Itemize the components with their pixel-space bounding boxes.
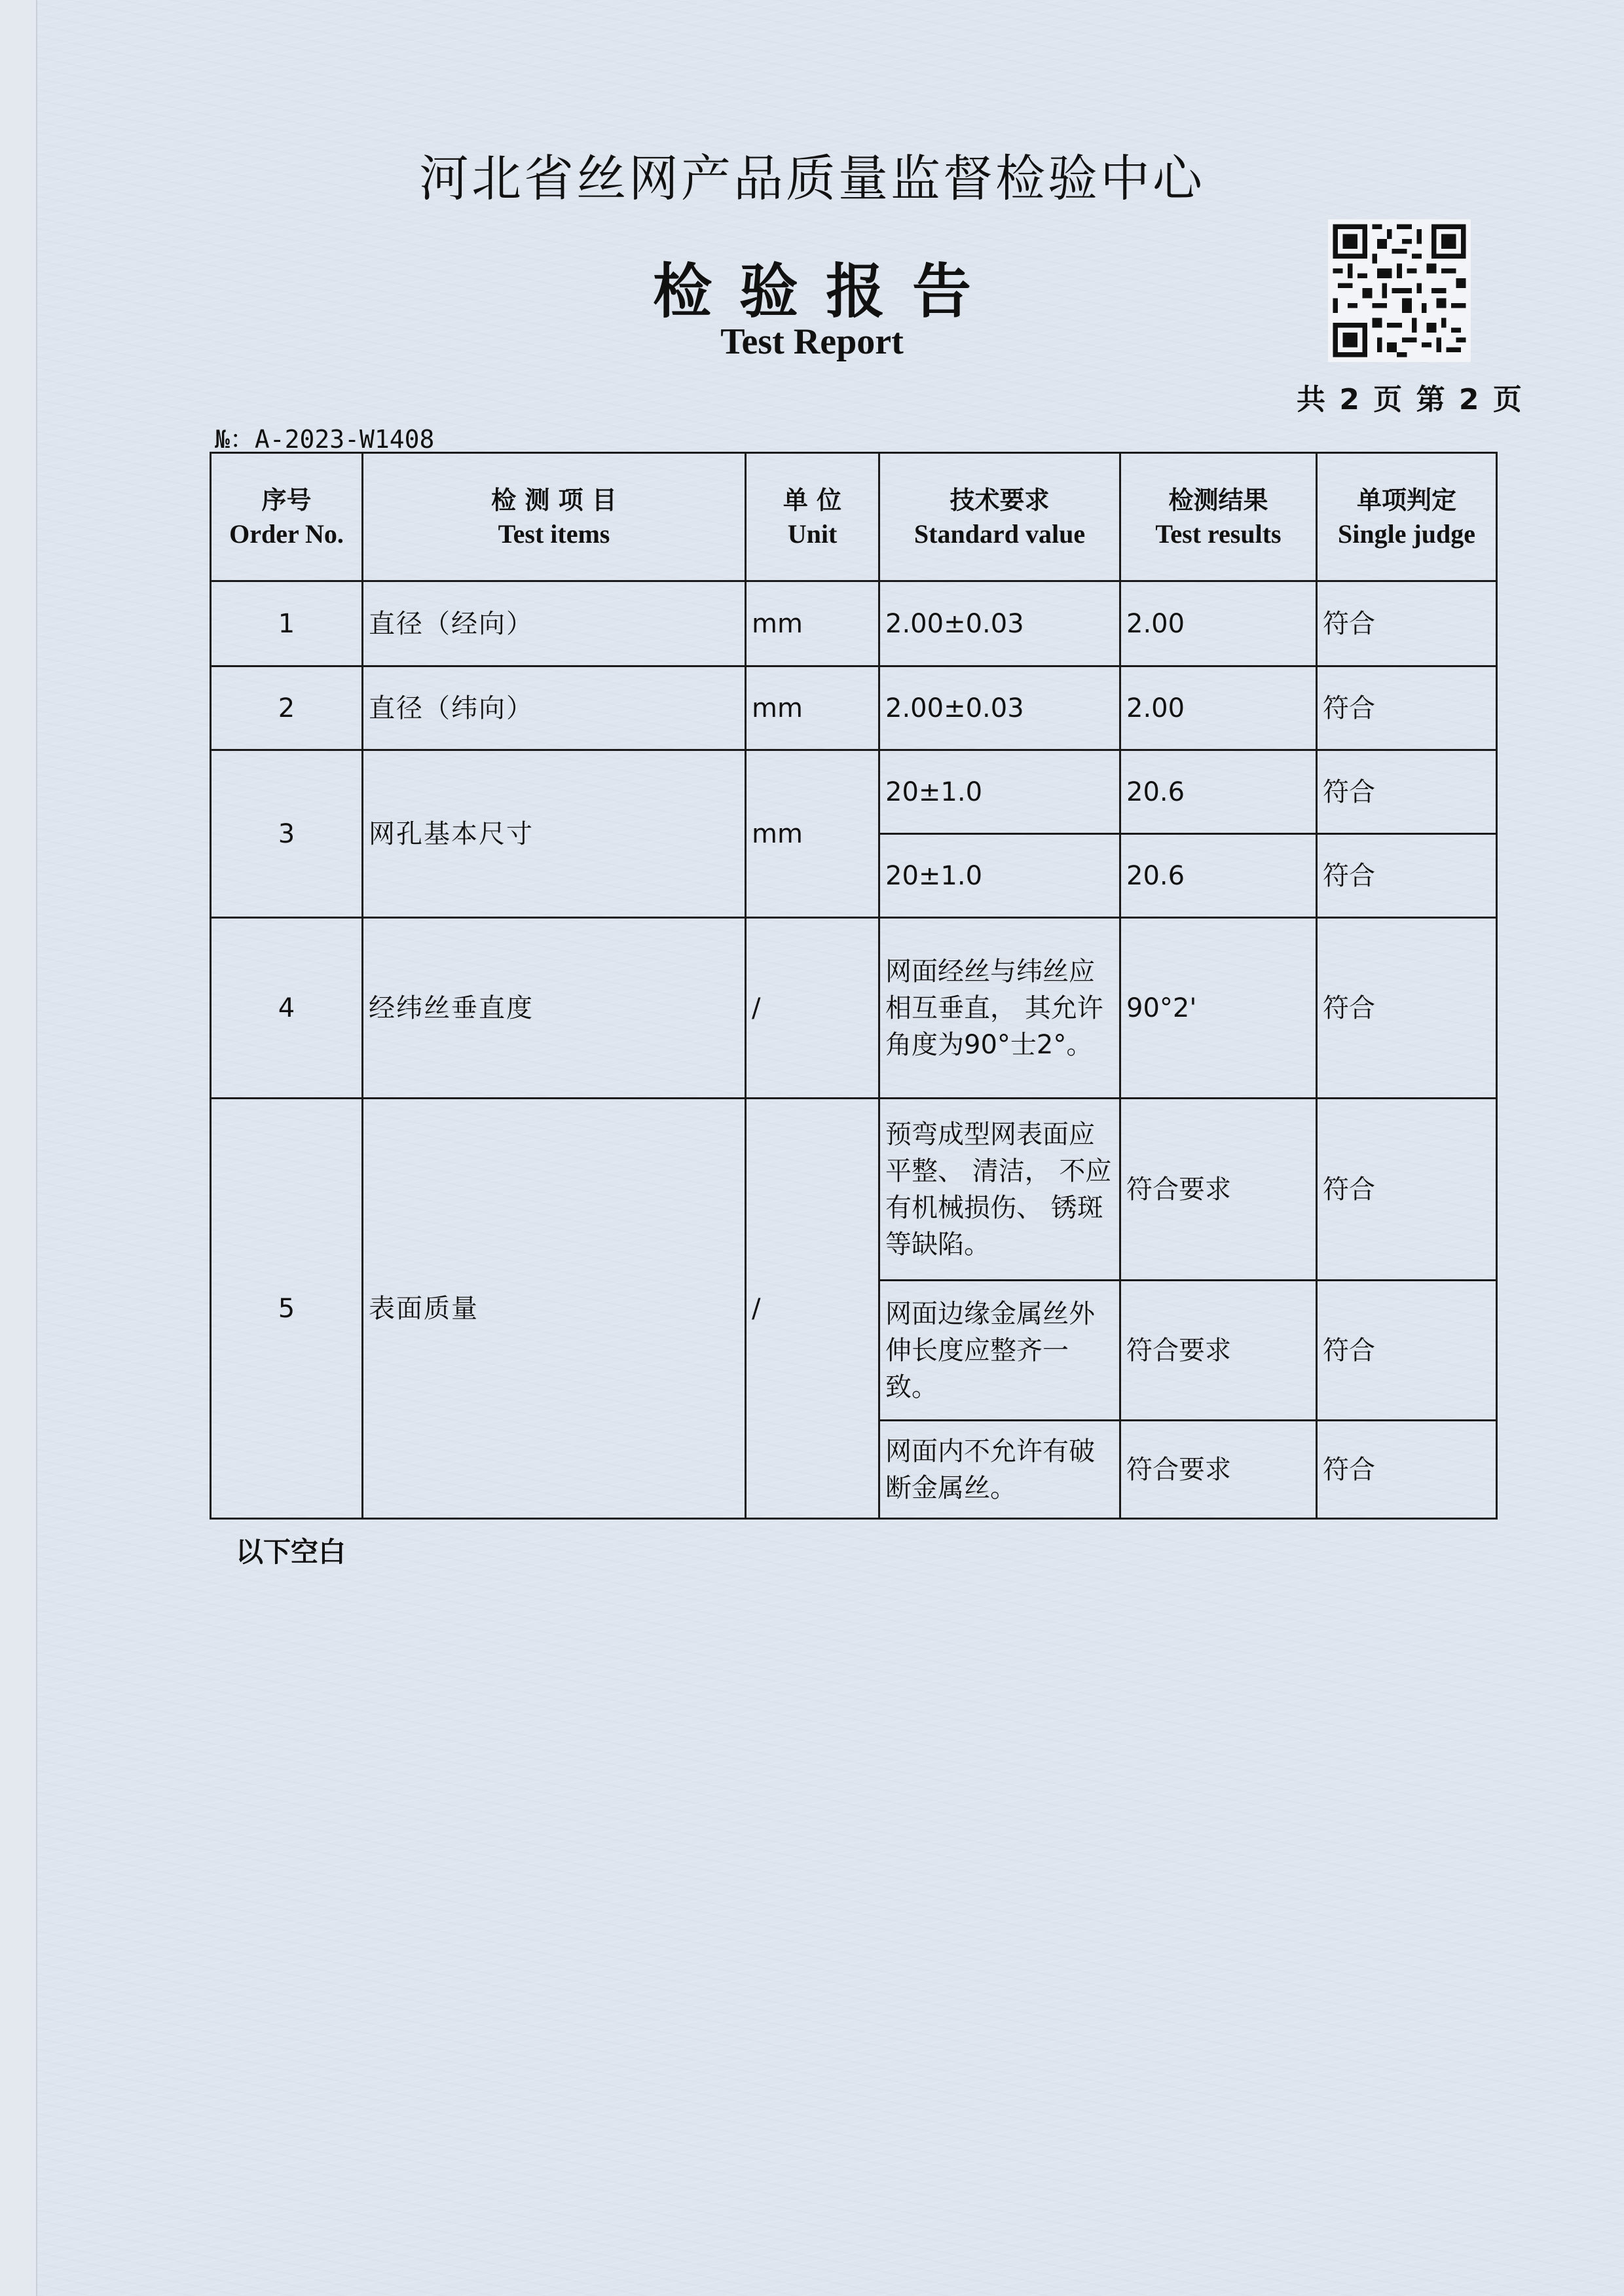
table-row	[211, 581, 1497, 666]
test-results-table	[210, 452, 1498, 1520]
header-single-judge: 单项判定 Single judge	[1317, 453, 1497, 581]
result-cell: 符合要求	[1120, 1099, 1317, 1281]
result-cell: 90°2'	[1120, 918, 1317, 1099]
unit-cell: /	[746, 1099, 879, 1519]
result-cell: 符合要求	[1120, 1281, 1317, 1421]
report-number: №：A-2023-W1408	[215, 425, 435, 454]
judge-cell: 符合	[1317, 1421, 1497, 1519]
unit-cell: mm	[746, 666, 879, 750]
blank-below-note: 以下空白	[236, 1536, 346, 1568]
order-no-cell: 4	[211, 918, 363, 1099]
table-row	[211, 918, 1497, 1099]
result-cell: 20.6	[1120, 750, 1317, 834]
table-header-row	[211, 453, 1497, 581]
standard-cell: 预弯成型网表面应平整、 清洁， 不应有机械损伤、 锈斑等缺陷。	[879, 1099, 1120, 1281]
result-cell: 2.00	[1120, 666, 1317, 750]
unit-cell: /	[746, 918, 879, 1099]
report-title-cn: 检验报告	[653, 257, 999, 326]
judge-cell: 符合	[1317, 1099, 1497, 1281]
standard-cell: 网面经丝与纬丝应相互垂直， 其允许角度为90°士2°。	[879, 918, 1120, 1099]
standard-cell: 2.00±0.03	[879, 581, 1120, 666]
standard-cell: 20±1.0	[879, 834, 1120, 918]
judge-cell: 符合	[1317, 750, 1497, 834]
header-test-results: 检测结果 Test results	[1120, 453, 1317, 581]
judge-cell: 符合	[1317, 918, 1497, 1099]
order-no-cell: 2	[211, 666, 363, 750]
judge-cell: 符合	[1317, 834, 1497, 918]
organization-name: 河北省丝网产品质量监督检验中心	[419, 149, 1205, 208]
page-count: 共 2 页 第 2 页	[1297, 383, 1524, 416]
order-no-cell: 5	[211, 1099, 363, 1519]
report-title-en: Test Report	[720, 321, 904, 362]
test-item-cell: 网孔基本尺寸	[363, 750, 746, 918]
test-item-cell: 直径（经向）	[363, 581, 746, 666]
unit-cell: mm	[746, 581, 879, 666]
unit-cell: mm	[746, 750, 879, 918]
result-cell: 20.6	[1120, 834, 1317, 918]
judge-cell: 符合	[1317, 1281, 1497, 1421]
judge-cell: 符合	[1317, 581, 1497, 666]
standard-cell: 网面内不允许有破断金属丝。	[879, 1421, 1120, 1519]
test-item-cell: 直径（纬向）	[363, 666, 746, 750]
qr-code-icon	[1328, 219, 1471, 362]
table-row	[211, 750, 1497, 834]
header-standard-value: 技术要求 Standard value	[879, 453, 1120, 581]
header-test-items: 检 测 项 目 Test items	[363, 453, 746, 581]
table-row	[211, 1099, 1497, 1281]
test-item-cell: 经纬丝垂直度	[363, 918, 746, 1099]
standard-cell: 网面边缘金属丝外伸长度应整齐一致。	[879, 1281, 1120, 1421]
order-no-cell: 3	[211, 750, 363, 918]
standard-cell: 2.00±0.03	[879, 666, 1120, 750]
judge-cell: 符合	[1317, 666, 1497, 750]
order-no-cell: 1	[211, 581, 363, 666]
header-order-no: 序号 Order No.	[211, 453, 363, 581]
test-item-cell: 表面质量	[363, 1099, 746, 1519]
standard-cell: 20±1.0	[879, 750, 1120, 834]
header-unit: 单 位 Unit	[746, 453, 879, 581]
table-row	[211, 666, 1497, 750]
result-cell: 符合要求	[1120, 1421, 1317, 1519]
result-cell: 2.00	[1120, 581, 1317, 666]
